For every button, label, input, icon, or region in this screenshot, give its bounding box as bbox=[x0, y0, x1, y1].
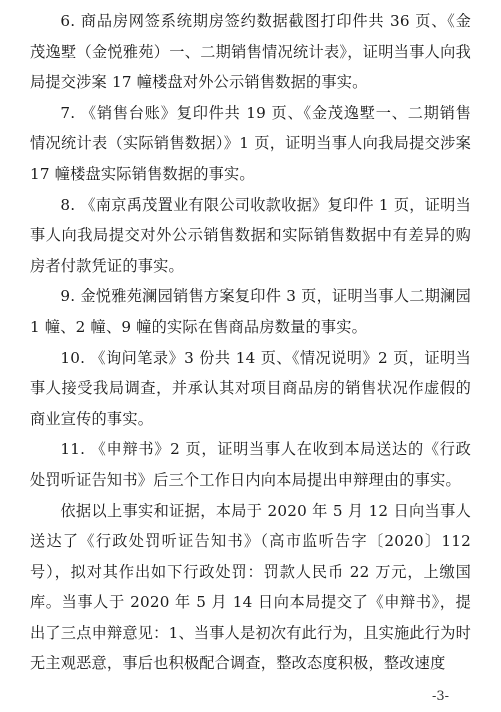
paragraph-decision: 依据以上事实和证据，本局于 2020 年 5 月 12 日向当事人送达了《行政处罚听证告知书》（高市监听告字〔2020〕112 号），拟对其作出如下行政处罚：罚款人民币 22 万元，上缴国库。当事人于 2020 年 5 月 14 日向本局提交了《申辩书》，提出了三点申辩意见：1、当事人是初次有此行为，且实施此行为时无主观恶意，事后也积极配合调查，整改态度积极，整改速度 bbox=[30, 501, 471, 673]
paragraph-evidence-8: 8. 《南京禹茂置业有限公司收款收据》复印件 1 页，证明当事人向我局提交对外公示销售数据和实际销售数据中有差异的购房者付款凭证的事实。 bbox=[30, 195, 471, 275]
page-number: -3- bbox=[431, 689, 449, 704]
paragraph-evidence-11: 11. 《申辩书》2 页，证明当事人在收到本局送达的《行政处罚听证告知书》后三个工作日内向本局提出申辩理由的事实。 bbox=[30, 440, 471, 489]
paragraph-evidence-6: 6. 商品房网签系统期房签约数据截图打印件共 36 页、《金茂逸墅（金悦雅苑）一、二期销售情况统计表》，证明当事人向我局提交涉案 17 幢楼盘对外公示销售数据的事实。 bbox=[30, 12, 471, 92]
paragraph-evidence-9: 9. 金悦雅苑澜园销售方案复印件 3 页，证明当事人二期澜园 1 幢、2 幢、9 幢的实际在售商品房数量的事实。 bbox=[30, 287, 471, 336]
paragraph-evidence-10: 10. 《询问笔录》3 份共 14 页、《情况说明》2 页，证明当事人接受我局调查，并承认其对项目商品房的销售状况作虚假的商业宣传的事实。 bbox=[30, 348, 471, 428]
paragraph-evidence-7: 7. 《销售台账》复印件共 19 页、《金茂逸墅一、二期销售情况统计表（实际销售数据）》1 页，证明当事人向我局提交涉案 17 幢楼盘实际销售数据的事实。 bbox=[30, 103, 471, 183]
